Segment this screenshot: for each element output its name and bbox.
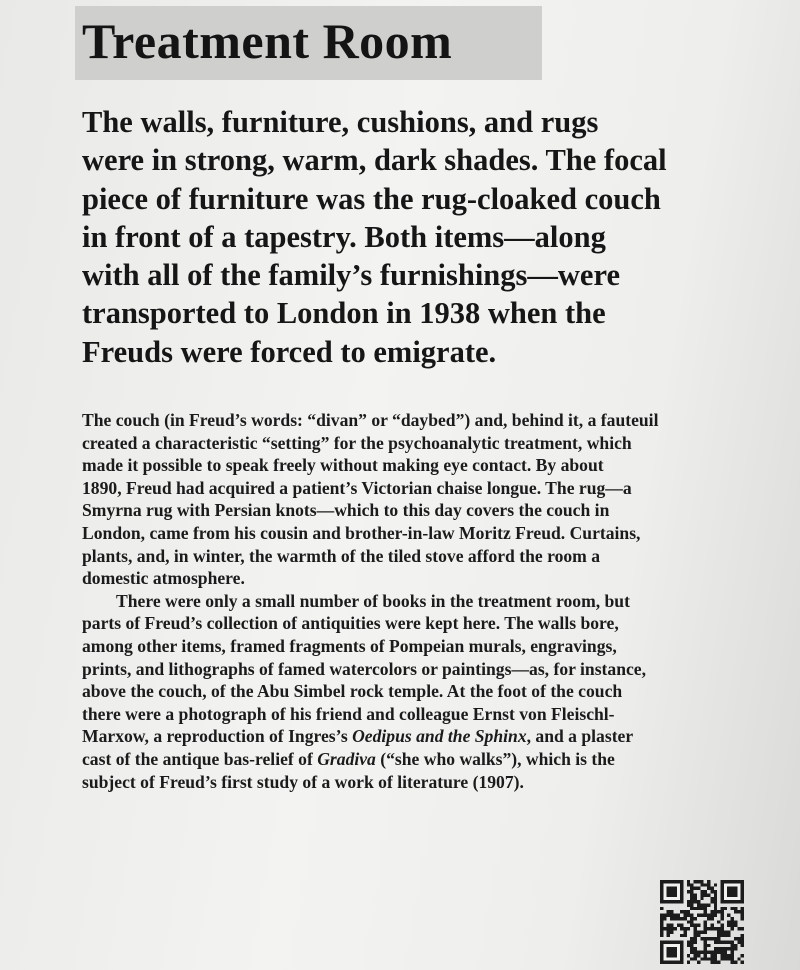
qr-module <box>741 940 744 943</box>
qr-module <box>727 957 730 960</box>
qr-module <box>663 914 666 917</box>
qr-module <box>704 924 707 927</box>
paragraph1-line: London, came from his cousin and brother-in-law Moritz Freud. Curtains, <box>82 522 641 543</box>
qr-module <box>710 900 713 903</box>
qr-module <box>720 951 723 954</box>
qr-module <box>714 907 717 910</box>
qr-module <box>727 924 730 927</box>
qr-module <box>700 893 703 896</box>
qr-module <box>731 957 734 960</box>
qr-module <box>741 907 744 910</box>
qr-module <box>690 937 693 940</box>
qr-module <box>694 897 697 900</box>
qr-module <box>660 907 663 910</box>
lede-line: piece of furniture was the rug-cloaked couch <box>82 181 661 216</box>
qr-module <box>734 944 737 947</box>
qr-module <box>707 917 710 920</box>
qr-module <box>670 924 673 927</box>
qr-module <box>704 920 707 923</box>
qr-module <box>690 904 693 907</box>
qr-module <box>704 957 707 960</box>
qr-module <box>684 917 687 920</box>
qr-module <box>694 934 697 937</box>
qr-module <box>717 947 720 950</box>
qr-module <box>660 924 663 927</box>
qr-module <box>720 914 723 917</box>
qr-module <box>690 893 693 896</box>
qr-module <box>731 940 734 943</box>
qr-module <box>734 961 737 964</box>
qr-module <box>697 930 700 933</box>
paragraph2-line: subject of Freud’s first study of a work of literature (1907). <box>82 771 524 792</box>
qr-module <box>687 944 690 947</box>
qr-module <box>690 947 693 950</box>
paragraph1-line: The couch (in Freud’s words: “divan” or “daybed”) and, behind it, a fauteuil <box>82 410 659 430</box>
qr-module <box>704 937 707 940</box>
qr-module <box>680 924 683 927</box>
lede-paragraph <box>82 103 782 371</box>
paragraph2-line: There were only a small number of books in the treatment room, but <box>116 590 630 611</box>
qr-module <box>694 940 697 943</box>
text-segment: cast of the antique bas-relief of <box>82 748 318 769</box>
qr-module <box>670 927 673 930</box>
qr-module <box>697 934 700 937</box>
qr-module <box>667 927 670 930</box>
qr-module <box>704 927 707 930</box>
qr-module <box>677 917 680 920</box>
sign-title: Treatment Room <box>82 13 453 69</box>
qr-module <box>720 917 723 920</box>
qr-module <box>741 961 744 964</box>
qr-module <box>714 904 717 907</box>
qr-module <box>700 890 703 893</box>
qr-module <box>734 920 737 923</box>
qr-module <box>660 917 663 920</box>
qr-module <box>690 951 693 954</box>
paragraph1-line: plants, and, in winter, the warmth of the tiled stove afford the room a <box>82 545 601 566</box>
qr-module <box>741 914 744 917</box>
qr-module <box>727 930 730 933</box>
qr-module <box>710 914 713 917</box>
qr-module <box>694 887 697 890</box>
qr-module <box>724 930 727 933</box>
qr-module <box>697 914 700 917</box>
qr-module <box>687 904 690 907</box>
lede-line: were in strong, warm, dark shades. The focal <box>82 143 667 178</box>
qr-module <box>731 947 734 950</box>
qr-module <box>717 920 720 923</box>
qr-module <box>690 917 693 920</box>
qr-module <box>690 907 693 910</box>
lede-line: Freuds were forced to emigrate. <box>82 334 497 369</box>
qr-module <box>741 937 744 940</box>
qr-module <box>707 880 710 883</box>
qr-module <box>734 947 737 950</box>
qr-module <box>673 914 676 917</box>
qr-module <box>720 930 723 933</box>
qr-module <box>737 927 740 930</box>
qr-module <box>710 924 713 927</box>
lede-line: The walls, furniture, cushions, and rugs <box>82 105 599 139</box>
text-segment: Marxow, a reproduction of Ingres’s <box>82 726 353 747</box>
qr-module <box>667 910 670 913</box>
qr-module <box>724 907 727 910</box>
qr-module <box>690 890 693 893</box>
qr-module <box>724 934 727 937</box>
qr-module <box>694 880 697 883</box>
qr-module <box>660 934 663 937</box>
qr-module <box>690 920 693 923</box>
qr-module <box>741 954 744 957</box>
paragraph2-line: above the couch, of the Abu Simbel rock temple. At the foot of the couch <box>82 681 623 702</box>
qr-module <box>694 917 697 920</box>
qr-module <box>720 934 723 937</box>
qr-module <box>714 927 717 930</box>
qr-module <box>710 961 713 964</box>
qr-module <box>694 930 697 933</box>
qr-module <box>717 961 720 964</box>
qr-module <box>700 930 703 933</box>
qr-module <box>700 914 703 917</box>
qr-module <box>731 951 734 954</box>
qr-module <box>731 907 734 910</box>
qr-module <box>684 927 687 930</box>
qr-module <box>687 927 690 930</box>
artwork-title-gradiva: Gradiva <box>317 748 376 769</box>
qr-module <box>704 940 707 943</box>
qr-module <box>707 937 710 940</box>
qr-module <box>707 914 710 917</box>
qr-module <box>731 920 734 923</box>
qr-module <box>724 940 727 943</box>
qr-module <box>714 957 717 960</box>
qr-module <box>697 924 700 927</box>
qr-module <box>684 910 687 913</box>
qr-module <box>694 951 697 954</box>
qr-module <box>714 940 717 943</box>
qr-module <box>700 951 703 954</box>
qr-module <box>714 897 717 900</box>
qr-module <box>697 954 700 957</box>
qr-module <box>684 930 687 933</box>
qr-module <box>670 914 673 917</box>
qr-module <box>724 947 727 950</box>
qr-module <box>673 917 676 920</box>
qr-module <box>710 954 713 957</box>
qr-module <box>737 937 740 940</box>
qr-module <box>684 934 687 937</box>
qr-module <box>700 897 703 900</box>
lede-line: in front of a tapestry. Both items—along <box>82 219 606 254</box>
qr-module <box>717 930 720 933</box>
qr-module <box>731 961 734 964</box>
qr-module <box>694 927 697 930</box>
qr-module <box>700 957 703 960</box>
qr-module <box>697 904 700 907</box>
lede-line: with all of the family’s furnishings—were <box>82 258 620 293</box>
qr-module <box>714 883 717 886</box>
qr-module <box>737 957 740 960</box>
qr-module <box>714 900 717 903</box>
qr-module <box>677 924 680 927</box>
qr-code-icon <box>660 880 744 964</box>
qr-module <box>670 930 673 933</box>
paragraph1-line: domestic atmosphere. <box>82 568 245 589</box>
qr-module <box>680 917 683 920</box>
paragraph2-line: parts of Freud’s collection of antiquities were kept here. The walls bore, <box>82 613 619 634</box>
qr-module <box>660 920 663 923</box>
qr-module <box>741 910 744 913</box>
qr-module <box>737 940 740 943</box>
qr-module <box>690 940 693 943</box>
text-segment: (“she who walks”), which is the <box>375 748 615 769</box>
qr-module <box>717 927 720 930</box>
qr-module <box>731 917 734 920</box>
qr-module <box>687 910 690 913</box>
qr-module <box>707 904 710 907</box>
qr-module <box>687 883 690 886</box>
qr-module <box>707 887 710 890</box>
qr-module <box>663 917 666 920</box>
qr-module <box>690 897 693 900</box>
paragraph1-line: created a characteristic “setting” for the psychoanalytic treatment, which <box>82 432 632 453</box>
qr-module <box>667 914 670 917</box>
qr-module <box>697 900 700 903</box>
qr-module <box>704 951 707 954</box>
qr-module <box>720 910 723 913</box>
qr-module <box>690 883 693 886</box>
qr-module <box>694 937 697 940</box>
qr-module <box>710 887 713 890</box>
qr-module <box>724 951 727 954</box>
paragraph2-line: there were a photograph of his friend and colleague Ernst von Fleischl- <box>82 703 615 724</box>
qr-module <box>731 944 734 947</box>
qr-module <box>704 947 707 950</box>
qr-module <box>667 934 670 937</box>
qr-module <box>714 954 717 957</box>
qr-module <box>717 951 720 954</box>
qr-module <box>690 887 693 890</box>
qr-module <box>670 910 673 913</box>
qr-module <box>694 924 697 927</box>
qr-module <box>727 947 730 950</box>
qr-module <box>720 940 723 943</box>
qr-module <box>700 904 703 907</box>
qr-module <box>694 957 697 960</box>
qr-module <box>710 937 713 940</box>
qr-module <box>687 900 690 903</box>
paragraph2-line: among other items, framed fragments of Pompeian murals, engravings, <box>82 635 617 656</box>
qr-module <box>710 897 713 900</box>
qr-module <box>694 893 697 896</box>
qr-module <box>714 961 717 964</box>
qr-module <box>687 890 690 893</box>
qr-module <box>734 924 737 927</box>
qr-module <box>704 904 707 907</box>
qr-module <box>704 954 707 957</box>
paragraph1-line: 1890, Freud had acquired a patient’s Victorian chaise longue. The rug—a <box>82 477 632 498</box>
qr-module <box>717 937 720 940</box>
qr-module <box>704 893 707 896</box>
qr-module <box>690 914 693 917</box>
qr-module <box>707 957 710 960</box>
qr-module <box>677 914 680 917</box>
qr-module <box>660 927 663 930</box>
qr-module <box>707 883 710 886</box>
qr-module <box>720 924 723 927</box>
qr-module <box>717 934 720 937</box>
paragraph1-line: Smyrna rug with Persian knots—which to this day covers the couch in <box>82 500 610 521</box>
qr-module <box>697 951 700 954</box>
qr-module <box>741 917 744 920</box>
qr-module <box>724 954 727 957</box>
qr-module <box>707 893 710 896</box>
qr-module <box>720 954 723 957</box>
qr-module <box>704 944 707 947</box>
qr-module <box>734 907 737 910</box>
qr-module <box>670 917 673 920</box>
qr-module <box>727 940 730 943</box>
qr-module <box>687 940 690 943</box>
paragraph2-line <box>82 725 782 748</box>
qr-module <box>710 890 713 893</box>
qr-module <box>710 951 713 954</box>
qr-module <box>704 890 707 893</box>
qr-module <box>690 924 693 927</box>
qr-module <box>741 927 744 930</box>
qr-module <box>707 951 710 954</box>
qr-module <box>687 880 690 883</box>
qr-module <box>694 907 697 910</box>
qr-module <box>660 914 663 917</box>
qr-module <box>690 944 693 947</box>
qr-module <box>667 924 670 927</box>
paragraph2-line: prints, and lithographs of famed watercolors or paintings—as, for instance, <box>82 658 647 679</box>
qr-module <box>697 880 700 883</box>
qr-module <box>697 961 700 964</box>
qr-module <box>734 937 737 940</box>
qr-module <box>727 954 730 957</box>
qr-module <box>727 934 730 937</box>
qr-module <box>663 927 666 930</box>
lede-line: transported to London in 1938 when the <box>82 296 606 331</box>
qr-module <box>697 887 700 890</box>
qr-module <box>680 910 683 913</box>
qr-module <box>680 927 683 930</box>
qr-module <box>704 930 707 933</box>
qr-module <box>704 914 707 917</box>
qr-module <box>704 883 707 886</box>
text-segment: , and a plaster <box>526 726 634 747</box>
qr-module <box>667 930 670 933</box>
qr-module <box>707 944 710 947</box>
qr-module <box>694 900 697 903</box>
qr-module <box>731 927 734 930</box>
qr-module <box>720 957 723 960</box>
qr-module <box>731 924 734 927</box>
qr-module <box>700 883 703 886</box>
qr-module <box>737 910 740 913</box>
qr-module <box>704 907 707 910</box>
qr-module <box>684 914 687 917</box>
qr-module <box>704 910 707 913</box>
qr-module <box>694 954 697 957</box>
qr-module <box>724 957 727 960</box>
qr-module <box>694 947 697 950</box>
artwork-title-oedipus: Oedipus and the Sphinx <box>352 726 527 747</box>
qr-module <box>690 957 693 960</box>
qr-module <box>731 954 734 957</box>
qr-module <box>727 920 730 923</box>
qr-module <box>714 951 717 954</box>
qr-module <box>717 940 720 943</box>
qr-module <box>717 910 720 913</box>
qr-module <box>714 890 717 893</box>
qr-module <box>714 910 717 913</box>
qr-module <box>720 927 723 930</box>
qr-module <box>687 914 690 917</box>
qr-module <box>710 910 713 913</box>
qr-module <box>720 907 723 910</box>
qr-module <box>741 944 744 947</box>
qr-module <box>710 957 713 960</box>
qr-module <box>700 880 703 883</box>
qr-module <box>697 907 700 910</box>
paragraph1-line: made it possible to speak freely without making eye contact. By about <box>82 455 604 476</box>
qr-module <box>687 920 690 923</box>
qr-module <box>727 914 730 917</box>
qr-module <box>714 947 717 950</box>
qr-module <box>741 934 744 937</box>
qr-module <box>700 937 703 940</box>
qr-module <box>720 947 723 950</box>
qr-module <box>687 954 690 957</box>
body-text <box>82 409 782 793</box>
qr-module <box>687 961 690 964</box>
qr-module <box>700 907 703 910</box>
qr-module <box>714 914 717 917</box>
qr-module <box>707 927 710 930</box>
qr-module <box>710 917 713 920</box>
qr-module <box>710 927 713 930</box>
qr-module <box>660 930 663 933</box>
qr-module <box>714 937 717 940</box>
qr-module <box>714 893 717 896</box>
qr-module <box>690 900 693 903</box>
paragraph2-line <box>82 748 782 771</box>
qr-module <box>680 934 683 937</box>
qr-module <box>734 910 737 913</box>
qr-module <box>673 927 676 930</box>
